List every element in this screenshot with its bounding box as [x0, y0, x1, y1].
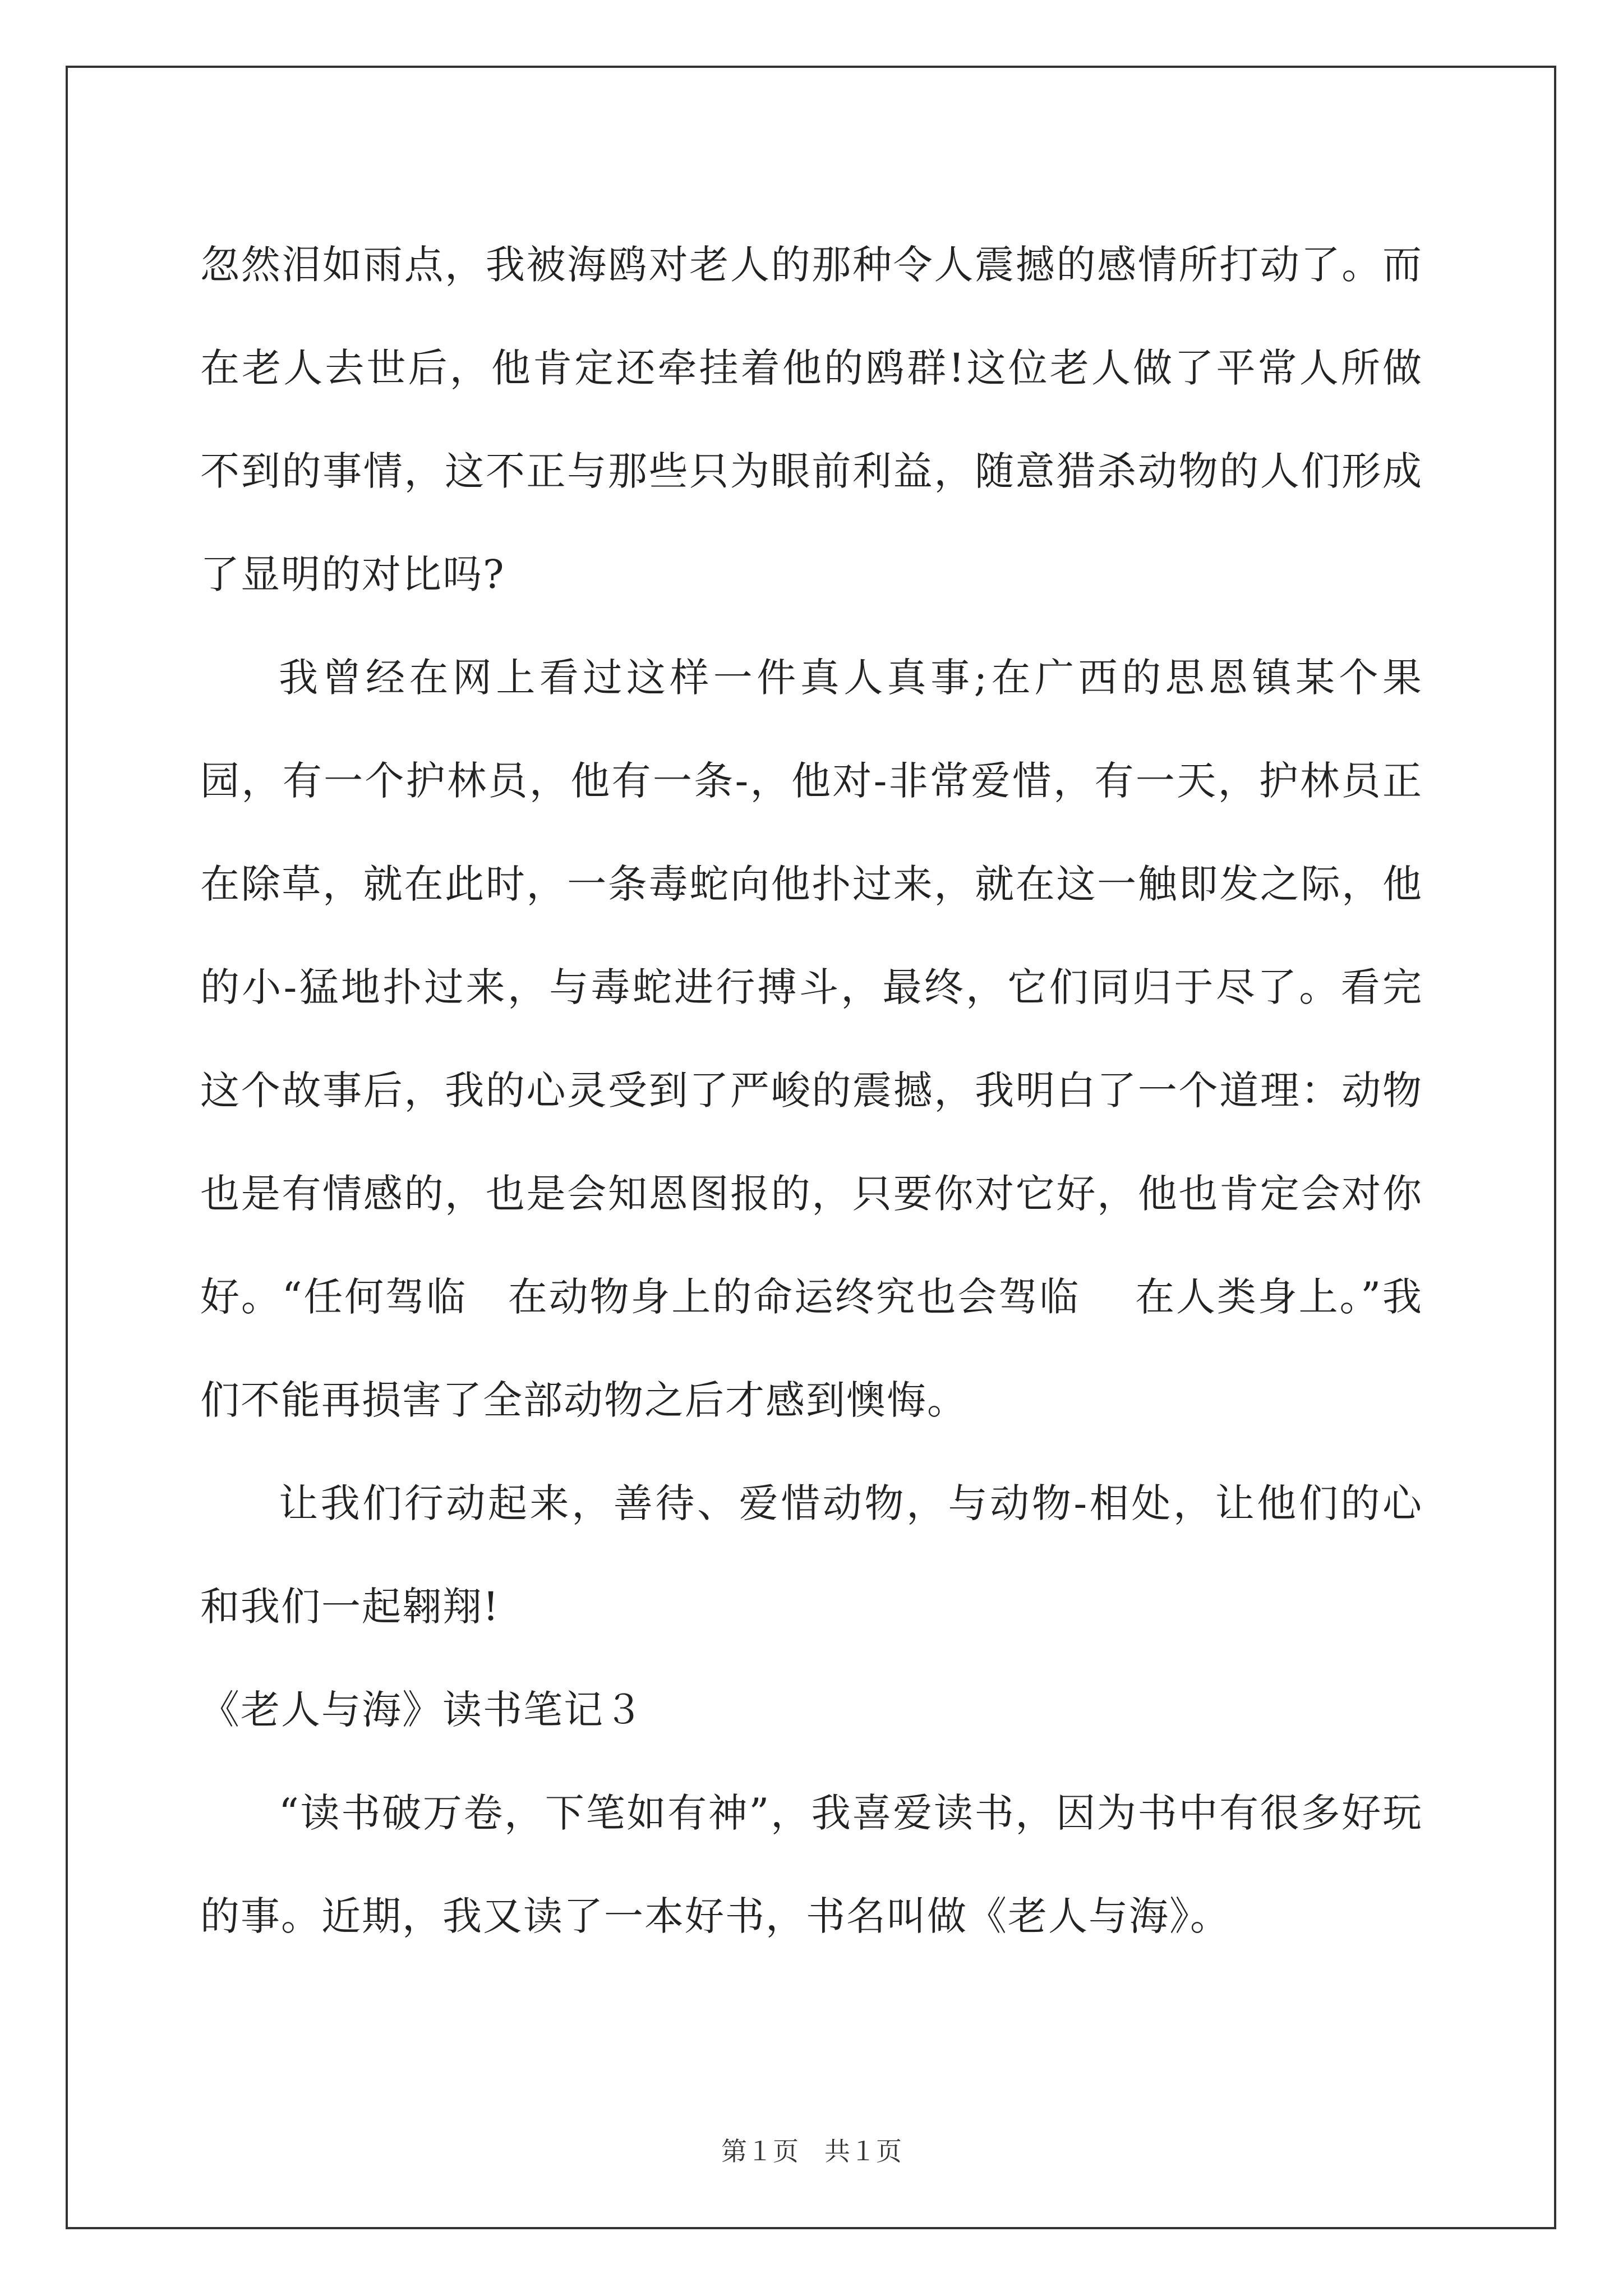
- paragraph-1: 忽然泪如雨点，我被海鸥对老人的那种令人震撼的感情所打动了。而在老人去世后，他肯定还牵挂着他的鸥群!这位老人做了平常人所做不到的事情，这不正与那些只为眼前利益，随意猎杀动物的人们形成了显明的对比吗?: [200, 242, 1423, 597]
- paragraph-4: “读书破万卷，下笔如有神”，我喜爱读书，因为书中有很多好玩的事。近期，我又读了一本好书，书名叫做《老人与海》。: [200, 1790, 1423, 1939]
- section-heading: 《老人与海》读书笔记３: [200, 1687, 644, 1733]
- paragraph-3: 让我们行动起来，善待、爱惜动物，与动物-相处，让他们的心和我们一起翱翔!: [200, 1480, 1423, 1630]
- paragraph-2: 我曾经在网上看过这样一件真人真事;在广西的思恩镇某个果园，有一个护林员，他有一条-，他对-非常爱惜，有一天，护林员正在除草，就在此时，一条毒蛇向他扑过来，就在这一触即发之际，他的小-猛地扑过来，与毒蛇进行搏斗，最终，它们同归于尽了。看完这个故事后，我的心灵受到了严峻的震撼，我明白了一个道理：动物也是有情感的，也是会知恩图报的，只要你对它好，他也肯定会对你好。“任何驾临 在动物身上的命运终究也会驾临 在人类身上。”我们不能再损害了全部动物之后才感到懊悔。: [200, 655, 1423, 1423]
- document-body: [200, 213, 1423, 1968]
- page-footer: 第１页 共１页: [721, 2136, 902, 2166]
